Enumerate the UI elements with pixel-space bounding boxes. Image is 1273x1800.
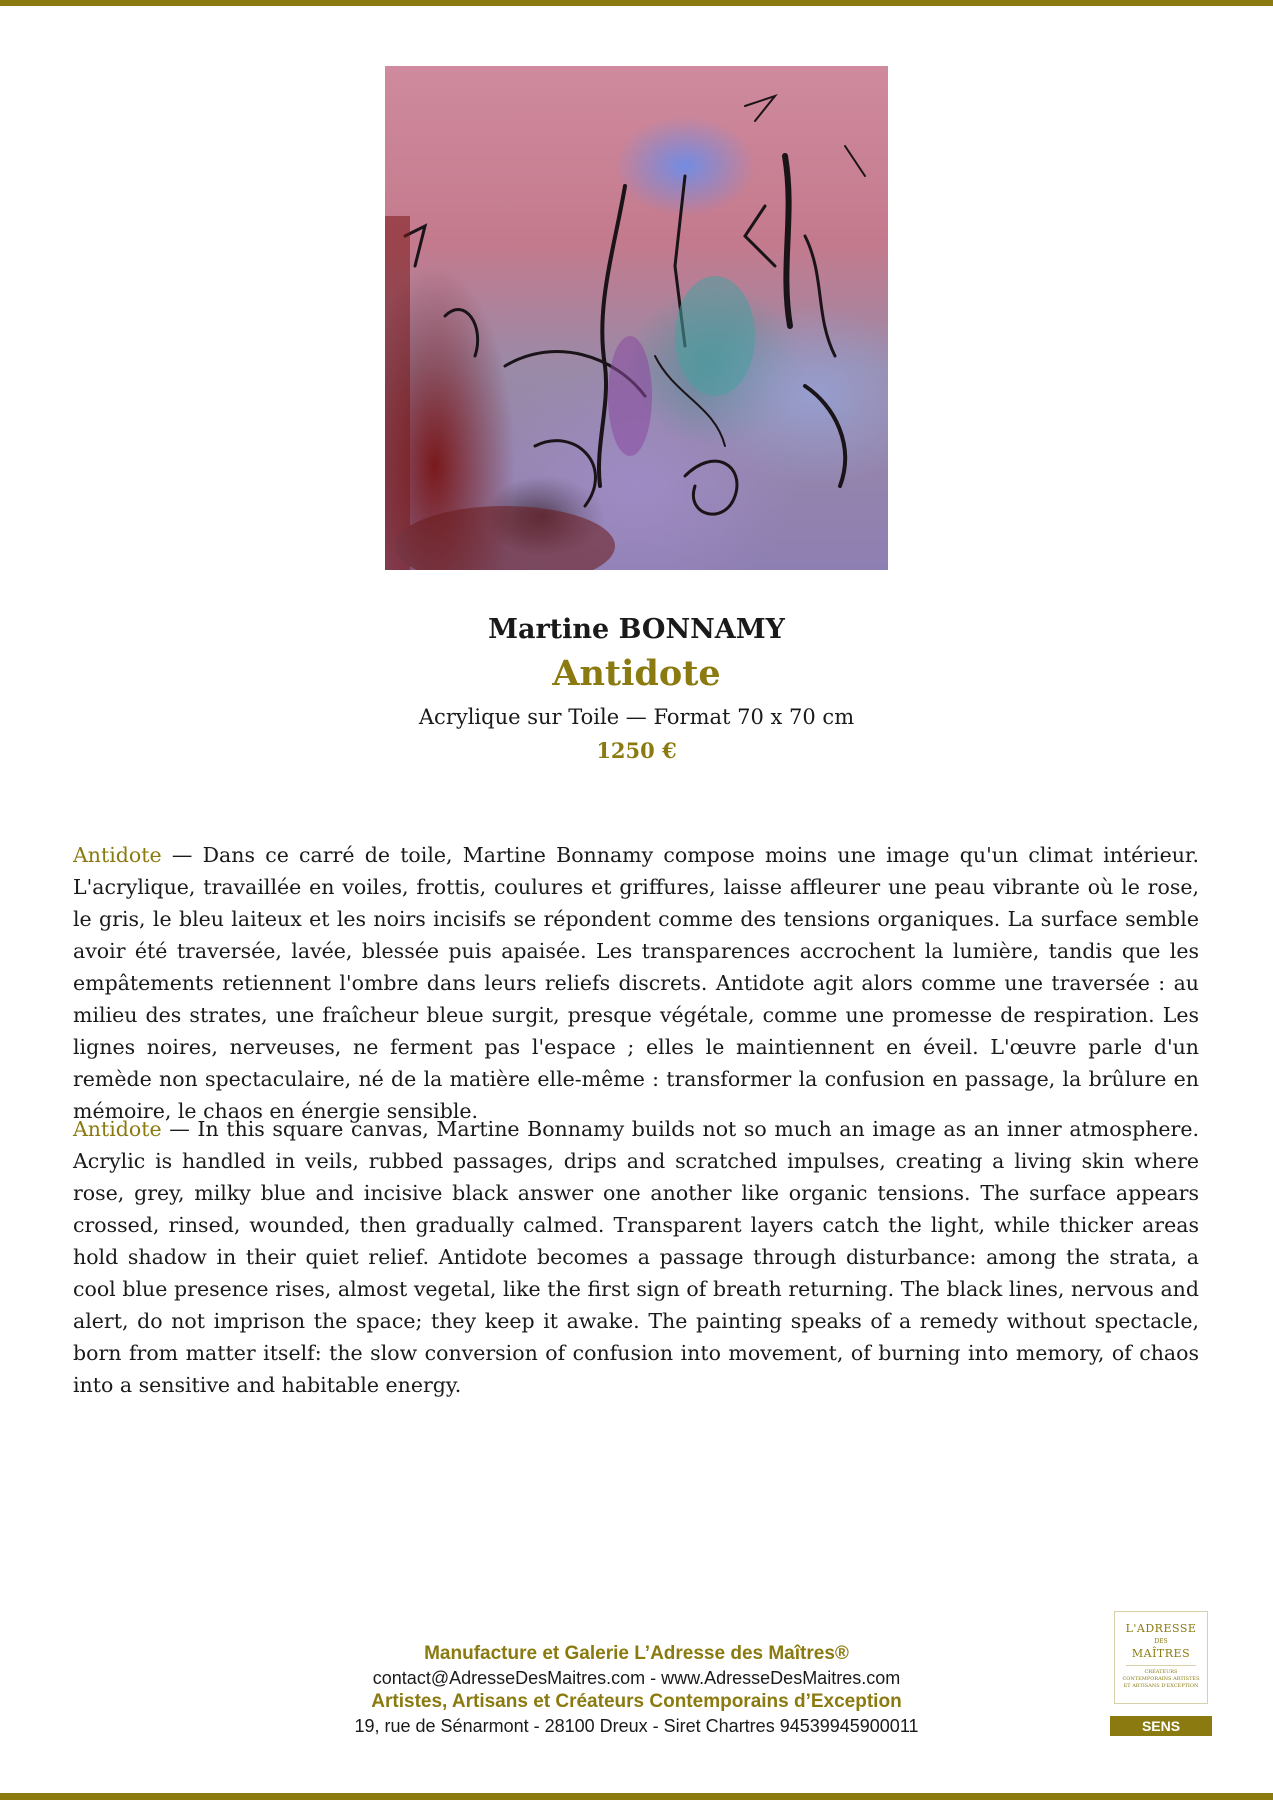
footer-gallery-name: Manufacture et Galerie L’Adresse des Maîtres® <box>424 1643 849 1664</box>
gallery-logo <box>1114 1611 1208 1704</box>
description-french-lead: Antidote <box>73 843 162 867</box>
top-border <box>0 0 1273 6</box>
footer-tagline: Artistes, Artisans et Créateurs Contemporains d’Exception <box>371 1691 902 1712</box>
artwork-details: Acrylique sur Toile — Format 70 x 70 cm <box>418 705 855 729</box>
artwork-price: 1250 € <box>596 738 677 763</box>
footer <box>0 1642 1273 1738</box>
description-french <box>73 839 1199 1127</box>
logo-line-4: CRÉATEURS CONTEMPORAINS ARTISTES ET ARTISANS D'EXCEPTION <box>1122 1669 1200 1689</box>
description-english <box>73 1113 1199 1401</box>
description-french-body: — Dans ce carré de toile, Martine Bonnamy compose moins une image qu'un climat intérieur. L'acrylique, travaillée en voiles, frottis, coulures et griffures, laisse affleurer une peau vibrante où le rose, le gris, le bleu laiteux et les noirs incisifs se répondent comme des tensions organiques. La surface semble avoir été traversée, lavée, blessée puis apaisée. Les transparences accrochent la lumière, tandis que les empâtements retiennent l'ombre dans leurs reliefs discrets. Antidote agit alors comme une traversée : au milieu des strates, une fraîcheur bleue surgit, presque végétale, comme une promesse de respiration. Les lignes noires, nerveuses, ne ferment pas l'espace ; elles le maintiennent en éveil. L'œuvre parle d'un remède non spectaculaire, né de la matière elle-même : transformer la confusion en passage, la brûlure en mémoire, le chaos en énergie sensible. <box>73 843 1199 1123</box>
logo-line-2: DES <box>1154 1638 1168 1645</box>
footer-address: 19, rue de Sénarmont - 28100 Dreux - Siret Chartres 94539945900011 <box>354 1716 919 1736</box>
description-english-lead: Antidote <box>73 1117 162 1141</box>
sens-badge: SENS <box>1110 1716 1212 1736</box>
artwork-image <box>385 66 888 570</box>
logo-line-1: L'ADRESSE <box>1125 1622 1197 1635</box>
artwork-painting-svg <box>385 66 888 570</box>
artwork-title: Antidote <box>552 653 721 694</box>
bottom-border <box>0 1793 1273 1800</box>
footer-contact[interactable]: contact@AdresseDesMaitres.com - www.AdresseDesMaitres.com <box>372 1668 901 1688</box>
description-english-body: — In this square canvas, Martine Bonnamy builds not so much an image as an inner atmosphere. Acrylic is handled in veils, rubbed passages, drips and scratched impulses, creating a living skin where rose, grey, milky blue and incisive black answer one another like organic tensions. The surface appears crossed, rinsed, wounded, then gradually calmed. Transparent layers catch the light, while thicker areas hold shadow in their quiet relief. Antidote becomes a passage through disturbance: among the strata, a cool blue presence rises, almost vegetal, like the first sign of breath returning. The black lines, nervous and alert, do not imprison the space; they keep it awake. The painting speaks of a remedy without spectacle, born from matter itself: the slow conversion of confusion into movement, of burning into memory, of chaos into a sensitive and habitable energy. <box>73 1117 1199 1397</box>
artist-name: Martine BONNAMY <box>488 614 785 645</box>
logo-divider <box>1126 1665 1196 1666</box>
logo-line-3: MAÎTRES <box>1131 1647 1191 1660</box>
